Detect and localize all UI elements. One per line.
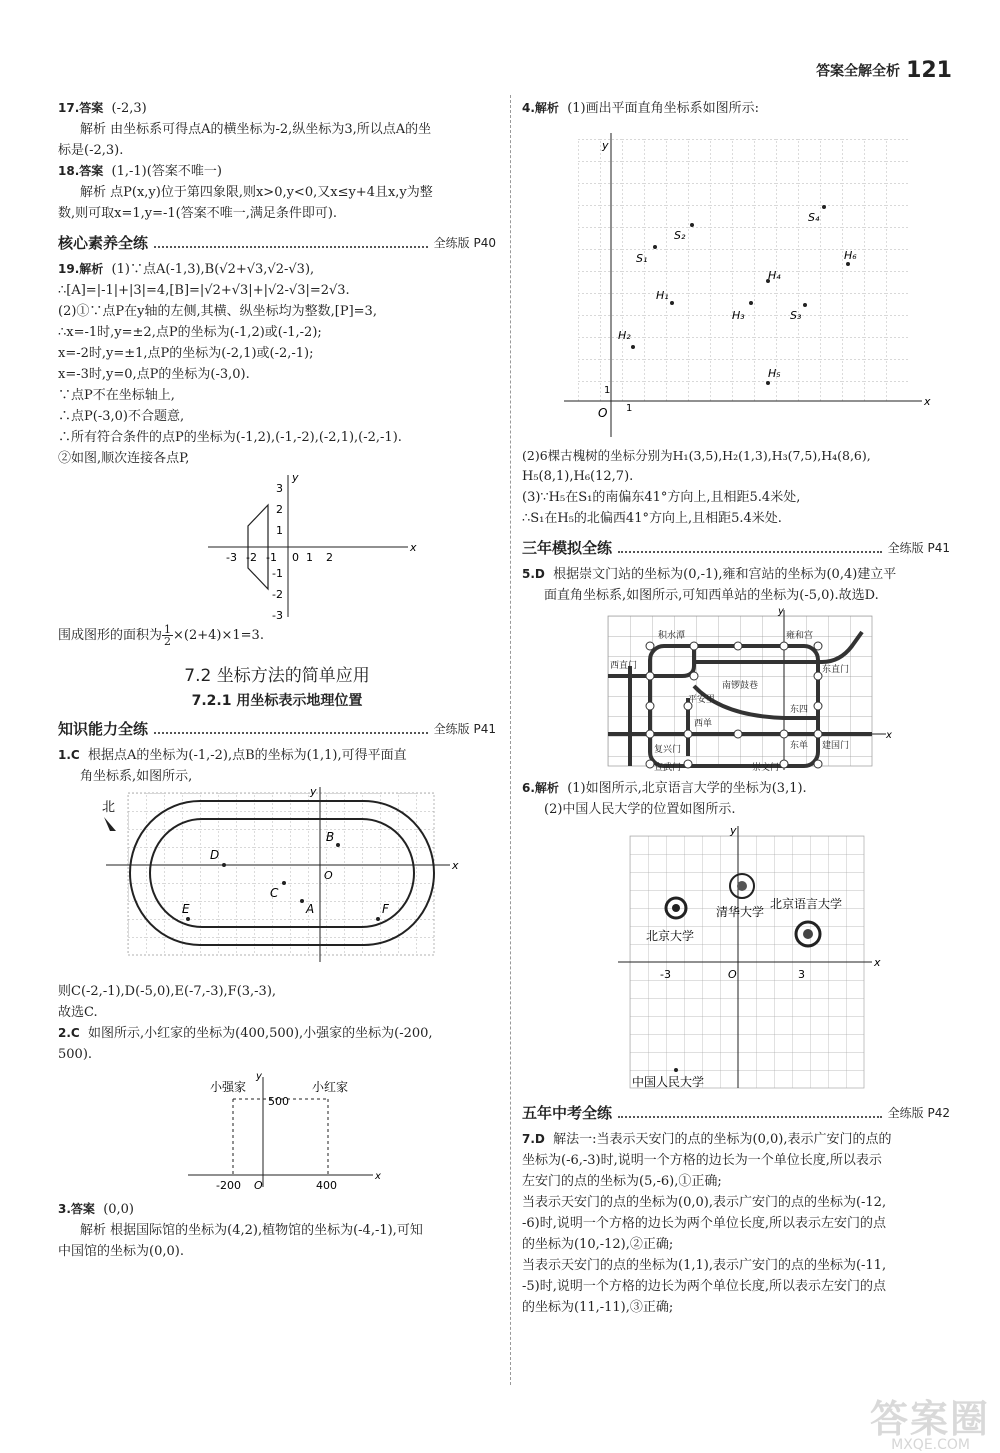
q19-line-9: ②如图,顺次连接各点P,	[58, 451, 190, 466]
tick-x-1: 1	[306, 551, 313, 564]
q18-answer: 18.答案 (1,-1)(答案不唯一)	[58, 164, 222, 179]
q4-answer-3a: (3)∵H₅在S₁的南偏东41°方向上,且相距5.4米处,	[522, 490, 801, 505]
fig5-subway-map	[522, 606, 950, 774]
tick-x-m1: -1	[266, 551, 277, 564]
tick-y-3: 3	[276, 482, 283, 495]
q3-analysis-1: 解析 根据国际馆的坐标为(4,2),植物馆的坐标为(-4,-1),可知	[80, 1223, 423, 1238]
label-blcu: 北京语言大学	[770, 897, 843, 911]
station-jishuitan: 积水潭	[658, 631, 686, 641]
watermark-url: MXQE.COM	[891, 1437, 970, 1453]
label-tsinghua-university: 清华大学	[716, 905, 765, 919]
q1-line-2: 角坐标系,如图所示,	[80, 769, 193, 784]
y-axis-label: y	[256, 1071, 262, 1082]
point-f: F	[382, 902, 389, 916]
point-d: D	[210, 848, 220, 862]
section-five-year-exam: 五年中考全练 全练版 P42	[522, 1104, 950, 1122]
q1-after-1: 则C(-2,-1),D(-5,0),E(-7,-3),F(3,-3),	[58, 984, 277, 999]
station-dongdan: 东单	[790, 741, 809, 751]
q19-line-7: ∴点P(-3,0)不合题意,	[58, 409, 185, 424]
fig1-track-figure	[58, 787, 496, 977]
q19-line-4: x=-2时,y=±1,点P的坐标为(-2,1)或(-2,-1);	[58, 346, 314, 361]
origin-label: 0	[292, 551, 299, 564]
y-axis-label: y	[778, 606, 784, 617]
tick-y-1: 1	[276, 524, 283, 537]
station-xuanwumen: 宣武门	[654, 763, 682, 773]
section-three-year-mock: 三年模拟全练 全练版 P41	[522, 539, 950, 557]
unit-x: 1	[626, 403, 633, 414]
area-formula: 围成图形的面积为 $\frac{1}{2}$ ×(2+4)×1=3.	[58, 623, 264, 648]
tick-y-2: 2	[276, 503, 283, 516]
section-knowledge-ability: 知识能力全练 全练版 P41	[58, 720, 496, 738]
q7-line-5: 的坐标为(10,-12),②正确;	[522, 1237, 674, 1252]
station-pinganli: 平安里	[688, 695, 716, 705]
q19-line-0: 19.解析 (1)∵点A(-1,3),B(√2+√3,√2-√3),	[58, 262, 315, 277]
q5-line-2: 面直角坐标系,如图所示,可知西单站的坐标为(-5,0).故选D.	[544, 588, 879, 603]
point-h2: H₂	[618, 329, 631, 342]
q3-answer: 3.答案 (0,0)	[58, 1202, 135, 1217]
q3-analysis-2: 中国馆的坐标为(0,0).	[58, 1244, 184, 1259]
tick-x-2: 2	[326, 551, 333, 564]
station-dongsi: 东四	[790, 705, 809, 715]
q5-line-1: 5.D 根据崇文门站的坐标为(0,-1),雍和宫站的坐标为(0,4)建立平	[522, 567, 897, 582]
column-divider	[510, 95, 511, 1385]
q17-analysis-1: 解析 由坐标系可得点A的横坐标为-2,纵坐标为3,所以点A的坐	[80, 122, 432, 137]
label-xiaoqiang-home: 小强家	[210, 1080, 247, 1094]
x-axis-label: x	[874, 956, 881, 969]
label-renmin-university: 中国人民大学	[632, 1075, 705, 1089]
point-s4: S₄	[808, 211, 820, 224]
x-axis-label: x	[375, 1171, 381, 1182]
station-nanluoguxiang: 南锣鼓巷	[722, 681, 759, 691]
q6-line-1: 6.解析 (1)如图所示,北京语言大学的坐标为(3,1).	[522, 781, 807, 796]
chapter-title: 7.2 坐标方法的简单应用	[184, 666, 370, 686]
x-axis-label: x	[452, 859, 459, 872]
page-number: 121	[906, 58, 952, 83]
header-title: 答案全解全析	[816, 63, 901, 80]
north-label: 北	[102, 800, 116, 815]
station-fuxingmen: 复兴门	[654, 745, 682, 755]
point-h1: H₁	[656, 289, 669, 302]
point-s2: S₂	[674, 229, 686, 242]
point-b: B	[326, 830, 335, 844]
q1-after-2: 故选C.	[58, 1005, 98, 1020]
q7-line-7: -5)时,说明一个方格的边长为两个单位长度,所以表示左安门的点	[522, 1279, 887, 1294]
y-axis-label: y	[602, 139, 609, 152]
point-c: C	[270, 886, 279, 900]
x-axis-label: x	[886, 730, 892, 741]
tick-3: 3	[798, 968, 805, 981]
station-xizhimen: 西直门	[610, 661, 638, 671]
x-axis-label: x	[410, 541, 417, 554]
q17-answer: 17.答案 (-2,3)	[58, 101, 147, 116]
label-xiaohong-home: 小红家	[312, 1080, 349, 1094]
point-h6: H₆	[844, 249, 857, 262]
q1-line-1: 1.C 根据点A的坐标为(-1,-2),点B的坐标为(1,1),可得平面直	[58, 748, 407, 763]
q4-answer-2a: (2)6棵古槐树的坐标分别为H₁(3,5),H₂(1,3),H₃(7,5),H₄(8,6),	[522, 448, 871, 463]
label-minus-200: -200	[216, 1179, 241, 1192]
station-dongzhimen: 东直门	[822, 665, 850, 675]
q7-line-2: 左安门的点的坐标为(5,-6),①正确;	[522, 1174, 722, 1189]
point-h4: H₄	[768, 269, 781, 282]
tick-x-m2: -2	[246, 551, 257, 564]
q19-line-1: ∴[A]=|-1|+|3|=4,[B]=|√2+√3|+|√2-√3|=2√3.	[58, 283, 350, 298]
q7-line-8: 的坐标为(11,-11),③正确;	[522, 1300, 674, 1315]
y-axis-label: y	[730, 824, 737, 837]
station-yonghegong: 雍和宫	[786, 631, 814, 641]
fig4-grid-figure	[522, 119, 950, 441]
q2-line-2: 500).	[58, 1047, 93, 1062]
q19-line-8: ∴所有符合条件的点P的坐标为(-1,2),(-1,-2),(-2,1),(-2,-1).	[58, 430, 402, 445]
point-s1: S₁	[636, 252, 648, 265]
station-xidan: 西单	[694, 719, 713, 729]
q4-answer-3b: ∴S₁在H₅的北偏西41°方向上,且相距5.4米处.	[522, 511, 782, 526]
label-400: 400	[316, 1179, 337, 1192]
q4-answer-2b: H₅(8,1),H₆(12,7).	[522, 469, 634, 484]
label-peking-university: 北京大学	[646, 929, 695, 943]
fig2-home-figure	[58, 1065, 496, 1195]
q18-analysis-2: 数,则可取x=1,y=-1(答案不唯一,满足条件即可).	[58, 206, 338, 221]
watermark-logo: 答案圈	[869, 1397, 990, 1441]
tick-x-m3: -3	[226, 551, 237, 564]
x-axis-label: x	[924, 395, 931, 408]
y-axis-label: y	[310, 787, 317, 798]
q7-line-6: 当表示天安门的点的坐标为(1,1),表示广安门的点的坐标为(-11,	[522, 1258, 887, 1273]
q7-line-0: 7.D 解法一:当表示天安门的点的坐标为(0,0),表示广安门的点的	[522, 1132, 892, 1147]
point-a: A	[306, 902, 315, 916]
q4-line-1: 4.解析 (1)画出平面直角坐标系如图所示:	[522, 101, 759, 116]
q6-line-2: (2)中国人民大学的位置如图所示.	[544, 802, 736, 817]
q17-analysis-2: 标是(-2,3).	[58, 143, 124, 158]
q7-line-1: 坐标为(-6,-3)时,说明一个方格的边长为一个单位长度,所以表示	[522, 1153, 882, 1168]
right-column	[522, 98, 950, 1318]
q19-line-3: ∴x=-1时,y=±2,点P的坐标为(-1,2)或(-1,-2);	[58, 325, 322, 340]
q19-line-6: ∵点P不在坐标轴上,	[58, 388, 175, 403]
point-h5: H₅	[768, 367, 781, 380]
label-500: 500	[268, 1095, 289, 1108]
page-header	[816, 58, 952, 83]
q7-line-3: 当表示天安门的点的坐标为(0,0),表示广安门的点的坐标为(-12,	[522, 1195, 887, 1210]
origin-label: O	[324, 869, 333, 882]
point-e: E	[182, 902, 190, 916]
q7-line-4: -6)时,说明一个方格的边长为两个单位长度,所以表示左安门的点	[522, 1216, 887, 1231]
point-h3: H₃	[732, 309, 745, 322]
point-s3: S₃	[790, 309, 802, 322]
q19-line-5: x=-3时,y=0,点P的坐标为(-3,0).	[58, 367, 250, 382]
origin-label: O	[728, 968, 737, 981]
station-jianguomen: 建国门	[822, 741, 850, 751]
origin-label: O	[254, 1179, 263, 1192]
section-core-literacy: 核心素养全练 全练版 P40	[58, 234, 496, 252]
q18-analysis-1: 解析 点P(x,y)位于第四象限,则x>0,y<0,又x≤y+4且x,y为整	[80, 185, 433, 200]
north-arrow-icon	[104, 817, 116, 831]
q19-line-2: (2)①∵点P在y轴的左侧,其横、纵坐标均为整数,[P]=3,	[58, 304, 377, 319]
tick-y-m3: -3	[272, 609, 283, 619]
subsection-title: 7.2.1 用坐标表示地理位置	[191, 693, 363, 709]
fig6-university-map	[522, 820, 950, 1090]
origin-label: O	[598, 406, 608, 420]
fig19-coordinate-figure	[58, 469, 496, 619]
tick-y-m1: -1	[272, 567, 283, 580]
left-column	[58, 98, 496, 1262]
q2-line-1: 2.C 如图所示,小红家的坐标为(400,500),小强家的坐标为(-200,	[58, 1026, 433, 1041]
station-chongwenmen: 崇文门	[752, 763, 780, 773]
unit-y: 1	[604, 385, 611, 396]
tick-minus-3: -3	[660, 968, 671, 981]
tick-y-m2: -2	[272, 588, 283, 601]
y-axis-label: y	[292, 471, 299, 484]
